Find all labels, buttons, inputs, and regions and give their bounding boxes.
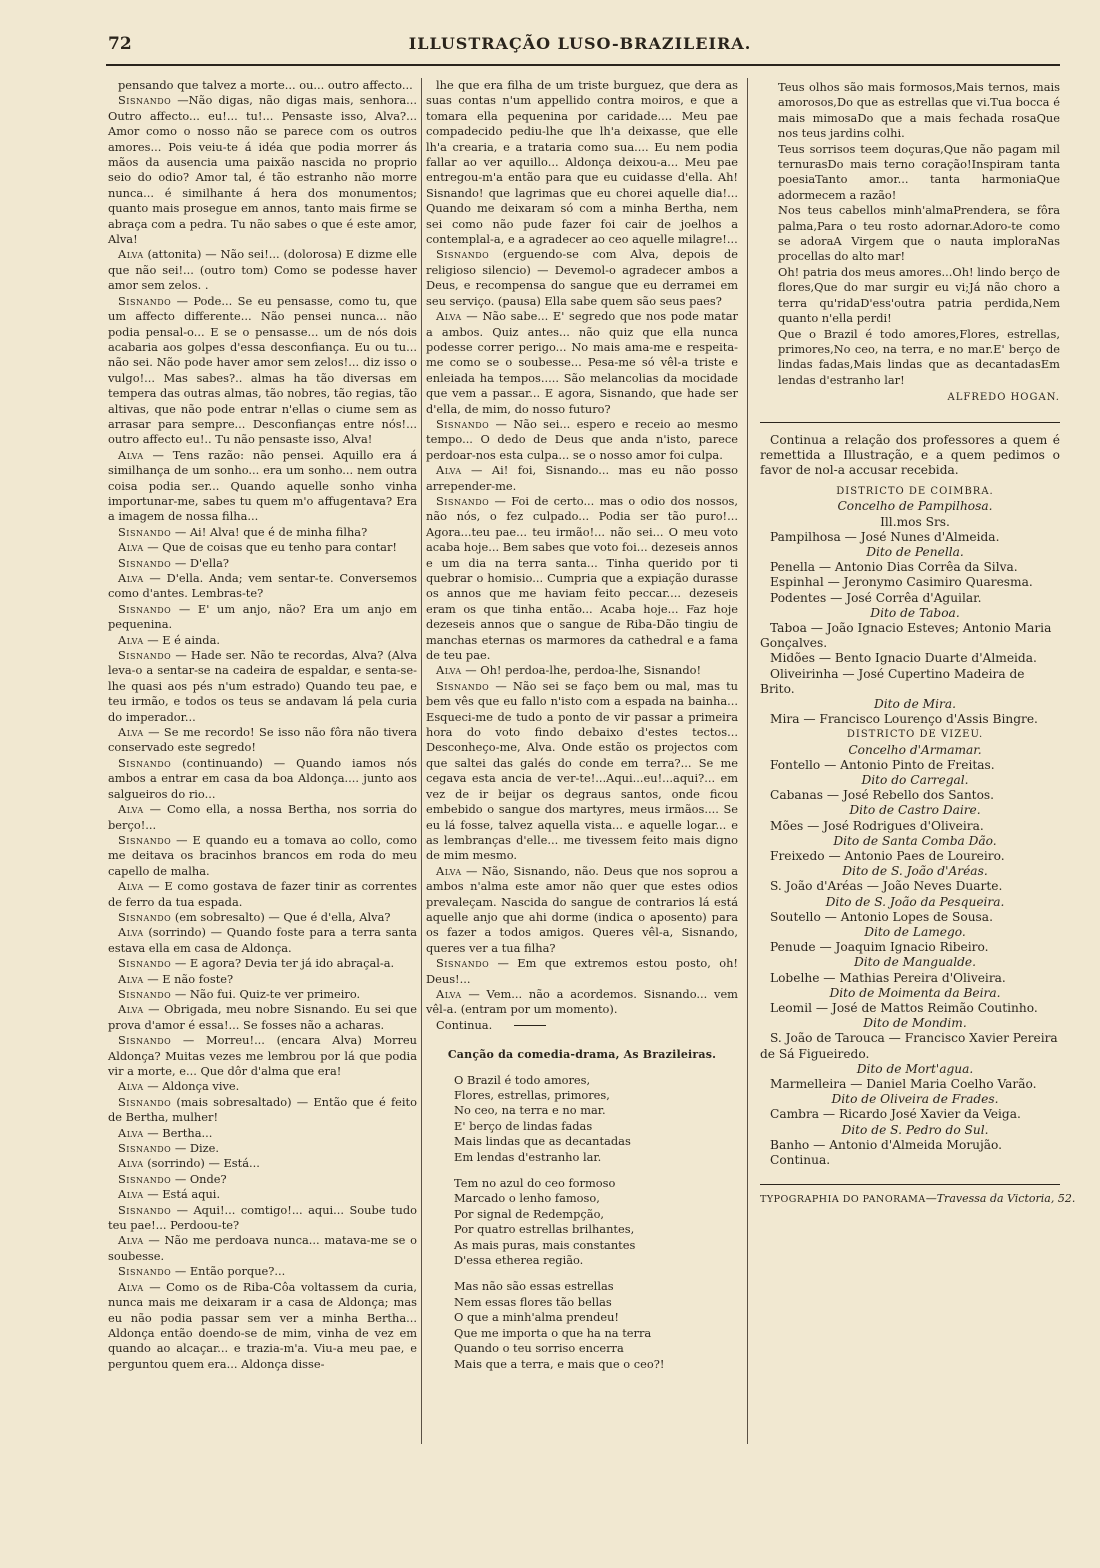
- verse-line: D'essa etherea região.: [454, 1253, 584, 1268]
- dialogue-paragraph: Sisnando — Onde?: [118, 1171, 227, 1186]
- list-concelho: Concelho d'Armamar.: [848, 742, 982, 757]
- stanza: [778, 203, 1060, 265]
- dialogue-paragraph: Alva — Ai! foi, Sisnando... mas eu não posso arrepender-me.: [426, 463, 738, 493]
- verse-line: Quando o teu sorriso encerra: [454, 1341, 624, 1356]
- verse-line: Que o Brazil é todo amores,: [778, 326, 960, 341]
- verse-line: Tanto amor... tanta harmonia: [815, 172, 1037, 187]
- poem-signature: ALFREDO HOGAN.: [947, 392, 1060, 404]
- song-title: Canção da comedia-drama, As Brazileiras.: [447, 1048, 717, 1062]
- list-entry: Taboa — João Ignacio Esteves; Antonio Maria Gonçalves.: [760, 620, 1052, 651]
- speaker-name: Sisnando: [118, 524, 172, 539]
- list-entry: Continua.: [770, 1153, 831, 1168]
- speaker-name: Sisnando: [436, 956, 490, 971]
- verse-line: Por quatro estrellas brilhantes,: [454, 1222, 635, 1237]
- dialogue-paragraph: Sisnando — Morreu!... (encara Alva) Morreu Aldonça? Muitas vezes me lembrou por lá que podia vir a morte, e... Que dôr d'alma que era!: [108, 1033, 417, 1078]
- verse-line: Do mais terno coração!: [827, 157, 972, 172]
- speaker-name: Alva: [118, 725, 144, 740]
- stanza: [454, 1279, 738, 1371]
- verse-line: Oh! patria dos meus amores...: [778, 264, 953, 279]
- verse-line: D'ess'outra patria perdida,: [860, 295, 1033, 310]
- dialogue-paragraph: Alva — Obrigada, meu nobre Sisnando. Eu sei que prova d'amor é essa!... Se fosses não a acharas.: [108, 1002, 417, 1032]
- dialogue-paragraph: Alva — Não sabe... E' segredo que nos pode matar a ambos. Quiz antes... não quiz que ella nunca podesse correr perigo... No mais ama-me e respeita-me como se o soubesse... Pesa-me só vêl-a triste e enleiada ha tempos..... São melancolias da mocidade que vem a passar... E agora, Sisnando, que hade ser d'ella, de mim, do nosso futuro?: [426, 309, 738, 416]
- speaker-name: Alva: [436, 309, 462, 324]
- left-column: [108, 78, 417, 1372]
- dialogue-paragraph: Sisnando — Dize.: [118, 1141, 219, 1156]
- list-entry: Penella — Antonio Dias Corrêa da Silva.: [770, 560, 1018, 575]
- dialogue-paragraph: Sisnando — E agora? Devia ter já ido abraçal-a.: [118, 956, 395, 971]
- dialogue-paragraph: Sisnando — Ai! Alva! que é de minha filha?: [118, 524, 368, 539]
- dialogue-paragraph: Sisnando —Não digas, não digas mais, senhora... Outro affecto... eu!... tu!... Pensaste isso, Alva?... Amor como o nosso não se parece com os outros amores... Pois veiu-te á idéa que podia morrer ás mãos da ausencia uma paixão nascida no proprio seio do odio? Amor tal, é tão estranho não morre nunca... é similhante á hera dos monumentos; quanto mais prosegue em annos, tanto mais firme se abraça com a pedra. Tu não sabes o que é este amor, Alva!: [108, 93, 417, 247]
- speaker-name: Sisnando: [118, 648, 172, 663]
- list-dito: Dito de Mondim.: [863, 1016, 967, 1031]
- speaker-name: Alva: [118, 1187, 144, 1202]
- verse-line: Que do mar surgir eu vi;: [814, 280, 970, 295]
- dialogue-paragraph: Sisnando — Não sei... espero e receio ao mesmo tempo... O dedo de Deus que anda n'isto, parece perdoar-nos esta culpa... se o nosso amor foi culpa.: [426, 416, 738, 462]
- dialogue-paragraph: Sisnando (continuando) — Quando iamos nós ambos a entrar em casa da boa Aldonça.... junto aos salgueiros do rio...: [108, 755, 417, 801]
- dialogue-paragraph: Alva — Vem... não a acordemos. Sisnando... vem vêl-a. (entram por um momento).: [426, 986, 738, 1017]
- dialogue-paragraph: Sisnando — Então porque?...: [118, 1264, 286, 1279]
- list-dito: Dito de Taboa.: [870, 605, 960, 620]
- verse-line: Que não pagam mil ternuras: [778, 141, 1060, 172]
- verse-line: Mais ternos, mais amorosos,: [778, 80, 1060, 110]
- verse-line: Mais lindas que as decantadas: [853, 357, 1041, 372]
- speaker-name: Sisnando: [118, 956, 172, 971]
- verse-line: Teus sorrisos teem doçuras,: [778, 141, 944, 156]
- verse-line: Que me importa o que ha na terra: [454, 1325, 652, 1340]
- speaker-name: Sisnando: [118, 755, 172, 770]
- speaker-name: Sisnando: [118, 601, 172, 616]
- verse-line: Flores, estrellas, primores,: [778, 326, 1061, 356]
- dialogue-paragraph: Alva — E como gostava de fazer tinir as correntes de ferro da tua espada.: [108, 879, 417, 909]
- list-entry: Freixedo — Antonio Paes de Loureiro.: [770, 849, 1005, 864]
- list-dito: Dito do Carregal.: [861, 773, 969, 787]
- dialogue-paragraph: Sisnando — Foi de certo... mas o odio dos nossos, não nós, o fez culpado... Podia ser tão puro!... Agora...teu pae... teu irmão!... não sei... O meu voto acaba hoje... Bem sabes que voto foi... dezeseis annos e um dia na terra santa... Tinha querido por ti quebrar o homisio... Cumpria que a expiação durasse os annos que me haviam feito peccar.... dezeseis eram os que tinha então... Acaba hoje... Faz hoje dezeseis annos que o sangue de Riba-Dão tingiu de manchas eternas os marmores da cathedral e a fama de teu pae.: [426, 493, 738, 663]
- column-divider: [747, 78, 748, 1444]
- dialogue-paragraph: Alva — Está aqui.: [118, 1187, 221, 1202]
- speaker-name: Alva: [118, 1233, 144, 1248]
- dialogue-paragraph: Alva — Tens razão: não pensei. Aquillo era á similhança de um sonho... era um sonho... nem outra coisa podia ser... Quando aquelle sonho vinha importunar-me, sabes tu quem m'o affugentava? Era a imagem de nossa filha...: [108, 447, 417, 524]
- dialogue-paragraph: Sisnando — Não fui. Quiz-te ver primeiro.: [118, 986, 361, 1001]
- speaker-name: Alva: [118, 971, 144, 986]
- verse-line: No ceo, na terra, e no mar.: [833, 341, 994, 356]
- verse-line: E' berço de lindas fadas,: [778, 341, 1060, 372]
- speaker-name: Sisnando: [118, 555, 172, 570]
- speaker-name: Alva: [118, 802, 144, 817]
- speaker-name: Sisnando: [118, 1033, 172, 1048]
- list-entry: Lobelhe — Mathias Pereira d'Oliveira.: [770, 970, 1006, 985]
- verse-line: No ceo, na terra e no mar.: [454, 1103, 606, 1118]
- verse-line: Que nos teus jardins colhi.: [778, 110, 1060, 141]
- printer-name: TYPOGRAPHIA DO PANORAMA: [760, 1194, 926, 1206]
- list-concelho: Concelho de Pampilhosa.: [837, 499, 993, 514]
- dialogue-paragraph: Alva — D'ella. Anda; vem sentar-te. Conversemos como d'antes. Lembras-te?: [108, 571, 417, 601]
- dialogue-continuation: [426, 78, 738, 1018]
- verse-line: O que a minh'alma prendeu!: [454, 1310, 620, 1325]
- dialogue-paragraph: Alva — Como os de Riba-Côa voltassem da curia, nunca mais me deixaram ir a casa de Aldonça; mas eu não podia passar sem ver a minha Bertha... Aldonça então doendo-se de mim, vinha de vez em quando ao alcaçar... e trazia-m'a. Viu-a meu pae, e perguntou quem era... Aldonça disse-: [108, 1279, 417, 1371]
- verse-line: Nem quanto n'ella perdi!: [778, 295, 1060, 326]
- dialogue-paragraph: Sisnando — D'ella?: [118, 555, 230, 570]
- dialogue-paragraph: Sisnando — Não sei se faço bem ou mal, mas tu bem vês que eu fallo n'isto com a espada na bainha... Esqueci-me de tudo a ponto de vir passar a primeira hora do voto findo debaixo d'estes tectos... Desconheço-me, Alva. Onde estão os projectos com que saltei das galés do conde em terra?... Se me cegava esta ancia de ver-te!...Aqui...eu!...aqui?... em vez de ir beijar os degraus santos, onde ficou embebido o sangue dos martyres, meus irmãos.... Se eu lá fosse, talvez aquella vista... e aquelle logar... e as lembranças d'elle... me tivessem feito mais digno de mim mesmo.: [426, 678, 738, 863]
- speaker-name: Alva: [118, 1079, 144, 1094]
- list-entry: Podentes — José Corrêa d'Aguilar.: [770, 590, 982, 605]
- dialogue-paragraph: Sisnando — E' um anjo, não? Era um anjo em pequenina.: [108, 601, 417, 632]
- list-dito: Dito de Santa Comba Dão.: [833, 833, 997, 848]
- verse-line: Oh! lindo berço de flores,: [778, 264, 1060, 295]
- dialogue-paragraph: Sisnando (erguendo-se com Alva, depois de religioso silencio) — Devemol-o agradecer ambos a Deus, e recompensa do sangue que eu derramei em seu serviço. (pausa) Ella sabe quem são seus paes?: [426, 247, 738, 308]
- list-entry: S. João de Tarouca — Francisco Xavier Pereira de Sá Figueiredo.: [760, 1031, 1058, 1061]
- list-entry: Marmelleira — Daniel Maria Coelho Varão.: [770, 1077, 1037, 1092]
- list-dito: Dito de Oliveira de Frades.: [831, 1092, 999, 1107]
- list-entry: S. João d'Aréas — João Neves Duarte.: [770, 879, 1003, 894]
- list-entry: Soutello — Antonio Lopes de Sousa.: [770, 909, 993, 924]
- speaker-name: Alva: [118, 1125, 144, 1140]
- list-entry: Cabanas — José Rebello dos Santos.: [770, 788, 995, 803]
- list-entry: Banho — Antonio d'Almeida Morujão.: [770, 1137, 1003, 1152]
- speaker-name: Sisnando: [118, 93, 172, 108]
- dialogue-paragraph: Alva — Que de coisas que eu tenho para contar!: [118, 540, 397, 555]
- list-entry: Espinhal — Jeronymo Casimiro Quaresma.: [770, 575, 1033, 590]
- verse-line: Nas procellas do alto mar!: [778, 234, 1060, 264]
- speaker-name: Alva: [118, 1002, 144, 1017]
- poem-verse: [778, 80, 1060, 388]
- printer-address: —Travessa da Victoria, 52.: [925, 1192, 1076, 1206]
- verse-line: O Brazil é todo amores,: [454, 1072, 591, 1087]
- speaker-name: Sisnando: [436, 678, 490, 693]
- speaker-name: Alva: [118, 247, 144, 262]
- dialogue-paragraph: Alva — Se me recordo! Se isso não fôra não tivera conservado este segredo!: [108, 725, 417, 755]
- dialogue-paragraph: Alva (sorrindo) — Quando foste para a terra santa estava ella em casa de Aldonça.: [108, 925, 417, 955]
- dialogue-paragraph: Sisnando — Em que extremos estou posto, oh! Deus!...: [426, 956, 738, 986]
- list-district: DISTRICTO DE COIMBRA.: [836, 486, 994, 498]
- speaker-name: Alva: [436, 463, 462, 478]
- verse-line: Marcado o lenho famoso,: [454, 1191, 600, 1206]
- verse-line: A Virgem que o nauta implora: [833, 234, 1038, 249]
- list-dito: Dito de S. Pedro do Sul.: [841, 1122, 989, 1137]
- teachers-list: [760, 433, 1060, 1169]
- footer-rule: [760, 1184, 1060, 1185]
- verse-line: Mais lindas que as decantadas: [454, 1134, 631, 1149]
- dialogue-paragraph: Alva — Bertha...: [118, 1125, 213, 1140]
- verse-line: Adoro-te como se adora: [778, 218, 1060, 249]
- list-dito: Dito de Castro Daire.: [849, 803, 981, 818]
- list-dito: Dito de S. João d'Aréas.: [842, 864, 988, 879]
- verse-line: Que adormecem a razão!: [778, 172, 1060, 202]
- speaker-name: Sisnando: [118, 1171, 172, 1186]
- verse-line: Tua bocca é mais mimosa: [778, 95, 1060, 125]
- stanza: [778, 142, 1060, 204]
- verse-line: As mais puras, mais constantes: [454, 1237, 636, 1252]
- verse-line: Do que a mais fechada rosa: [857, 110, 1037, 125]
- verse-line: Nos teus cabellos minh'alma: [778, 203, 954, 218]
- speaker-name: Sisnando: [118, 1264, 172, 1279]
- speaker-name: Sisnando: [118, 909, 172, 924]
- speaker-name: Alva: [436, 663, 462, 678]
- stanza: [778, 265, 1060, 327]
- list-dito: Dito de Mort'agua.: [856, 1061, 974, 1076]
- speaker-name: Sisnando: [118, 832, 172, 847]
- stanza: [454, 1073, 738, 1165]
- list-entry: Penude — Joaquim Ignacio Ribeiro.: [770, 940, 989, 955]
- speaker-name: Sisnando: [436, 493, 490, 508]
- dialogue-paragraph: Sisnando (em sobresalto) — Que é d'ella, Alva?: [118, 909, 391, 924]
- section-rule: [760, 422, 1060, 423]
- speaker-name: Alva: [118, 571, 144, 585]
- verse-line: Mais que a terra, e mais que o ceo?!: [454, 1356, 665, 1371]
- verse-line: Prendera, se fôra palma,: [778, 203, 1061, 233]
- list-entry: Pampilhosa — José Nunes d'Almeida.: [770, 529, 1000, 544]
- verse-line: Inspiram tanta poesia: [778, 157, 1060, 187]
- speaker-name: Sisnando: [118, 1141, 172, 1156]
- speaker-name: Alva: [118, 1279, 144, 1294]
- verse-line: Em lendas d'estranho lar!: [778, 357, 1060, 387]
- dialogue-paragraph: Alva — Não me perdoava nunca... matava-me se o soubesse.: [108, 1233, 417, 1263]
- column-divider: [421, 78, 422, 1444]
- list-dito: Dito de Moimenta da Beira.: [829, 985, 1001, 1000]
- dialogue-paragraph: Alva (sorrindo) — Está...: [118, 1156, 260, 1171]
- list-entry: Midões — Bento Ignacio Duarte d'Almeida.: [770, 651, 1037, 666]
- dialogue-paragraph: pensando que talvez a morte... ou... outro affecto...: [118, 78, 413, 92]
- verse-line: Em lendas d'estranho lar.: [454, 1149, 602, 1164]
- dialogue-paragraph: Alva — Como ella, a nossa Bertha, nos sorria do berço!...: [108, 802, 417, 832]
- speaker-name: Alva: [118, 447, 144, 462]
- speaker-name: Sisnando: [118, 1094, 172, 1109]
- song-verse: [454, 1073, 738, 1372]
- stanza: [778, 327, 1060, 389]
- speaker-name: Alva: [436, 986, 462, 1001]
- speaker-name: Alva: [118, 1156, 144, 1171]
- right-column: [760, 78, 1076, 1208]
- page-number: 72: [108, 34, 132, 54]
- list-entry: Leomil — José de Mattos Reimão Coutinho.: [770, 1001, 1038, 1016]
- dialogue-paragraph: Sisnando — Hade ser. Não te recordas, Alva? (Alva leva-o a sentar-se na cadeira de espaldar, e senta-se-lhe quasi aos pés n'um estrado) Quando teu pae, e teu irmão, e todos os teus se andavam lá pela curia do imperador...: [108, 648, 417, 724]
- verse-line: Por signal de Redempção,: [454, 1206, 605, 1221]
- header-rule: [106, 64, 1060, 66]
- list-dito: Dito de Penella.: [866, 544, 964, 559]
- stanza: [454, 1176, 738, 1268]
- speaker-name: Alva: [436, 863, 462, 878]
- dialogue-paragraph: Sisnando — Pode... Se eu pensasse, como tu, que um affecto differente... Não pensei nunca... não podia pensal-o... E se o pensasse... um de nós dois acabaria aos golpes d'essa desconfiança. Eu ou tu... não sei. Não pode haver amor sem zelos!... diz isso o vulgo!... Mas sabes?.. almas ha tão diversas em tempera das outras almas, tão nobres, tão regias, tão altivas, que não pode entrar n'ellas o ciume sem as arrasar para sempre... Desconfianças entre nós!... outro affecto eu!.. Tu não pensaste isso, Alva!: [108, 293, 417, 447]
- dialogue-paragraph: Alva — Aldonça vive.: [118, 1079, 240, 1094]
- imprint: [760, 1191, 1076, 1207]
- verse-line: Para o teu rosto adornar.: [816, 218, 973, 233]
- stanza: [778, 80, 1060, 142]
- list-dito: Dito de S. João da Pesqueira.: [825, 894, 1005, 909]
- dialogue-paragraph: Alva — E não foste?: [118, 971, 234, 986]
- dialogue-paragraph: Alva — E é ainda.: [118, 632, 221, 647]
- verse-line: Tem no azul do ceo formoso: [454, 1176, 616, 1191]
- speaker-name: Alva: [118, 540, 144, 555]
- dialogue-paragraph: Alva (attonita) — Não sei!... (dolorosa) E dizme elle que não sei!... (outro tom) Como se podesse haver amor sem zelos. .: [108, 247, 417, 293]
- dialogue-paragraph: Sisnando — Aqui!... comtigo!... aqui... Soube tudo teu pae!... Perdoou-te?: [108, 1202, 417, 1233]
- list-entry: Fontello — Antonio Pinto de Freitas.: [770, 757, 995, 772]
- running-title: ILLUSTRAÇÃO LUSO-BRAZILEIRA.: [408, 34, 752, 53]
- dialogue-paragraph: Sisnando — E quando eu a tomava ao collo, como me deitava os bracinhos brancos em roda do meu capello de malha.: [108, 832, 417, 878]
- list-intro: Continua a relação dos professores a quem é remettida a Illustração, e a quem pedimos o favor de nol-a accusar recebida.: [760, 432, 1060, 477]
- list-dito: Dito de Mira.: [873, 696, 956, 711]
- speaker-name: Sisnando: [436, 416, 490, 431]
- dialogue-paragraph: Alva — Oh! perdoa-lhe, perdoa-lhe, Sisnando!: [436, 663, 702, 678]
- continua-note: Continua.: [426, 1018, 738, 1033]
- speaker-name: Alva: [118, 925, 144, 940]
- verse-line: Do que as estrellas que vi.: [836, 95, 991, 110]
- list-district: DISTRICTO DE VIZEU.: [846, 729, 984, 741]
- speaker-name: Sisnando: [118, 986, 172, 1001]
- verse-line: Nem essas flores tão bellas: [454, 1294, 612, 1309]
- dialogue-paragraph: Alva — Não, Sisnando, não. Deus que nos soprou a ambos n'alma este amor não quer que estes odios prevaleçam. Nascida do sangue de contrarios lá está aquelle anjo que ahi dorme (indica o aposento) para os fazer a todos amigos. Queres vêl-a, Sisnando, queres ver a tua filha?: [426, 863, 738, 955]
- list-entry: Mira — Francisco Lourenço d'Assis Bingre.: [770, 712, 1038, 727]
- middle-column: [426, 78, 738, 1383]
- verse-line: Flores, estrellas, primores,: [454, 1088, 610, 1102]
- verse-line: Teus olhos são mais formosos,: [778, 80, 956, 94]
- dialogue-paragraph: Sisnando (mais sobresaltado) — Então que é feito de Bertha, mulher!: [108, 1094, 417, 1125]
- list-entry: Mões — José Rodrigues d'Oliveira.: [770, 818, 984, 833]
- list-dito: Dito de Mangualde.: [854, 955, 976, 970]
- speaker-name: Sisnando: [118, 1202, 172, 1217]
- list-items: [760, 484, 1060, 1168]
- verse-line: Já não choro a terra qu'rida: [778, 280, 1060, 310]
- list-entry: Oliveirinha — José Cupertino Madeira de Brito.: [760, 666, 1025, 696]
- speaker-name: Sisnando: [118, 293, 172, 308]
- speaker-name: Alva: [118, 632, 144, 647]
- list-srs: Ill.mos Srs.: [880, 514, 950, 529]
- verse-line: E' berço de lindas fadas: [454, 1118, 593, 1133]
- list-entry: Cambra — Ricardo José Xavier da Veiga.: [770, 1107, 1021, 1122]
- list-dito: Dito de Lamego.: [864, 925, 966, 940]
- speaker-name: Alva: [118, 879, 144, 894]
- speaker-name: Sisnando: [436, 247, 490, 262]
- verse-line: Mas não são essas estrellas: [454, 1279, 614, 1294]
- dialogue-paragraph: lhe que era filha de um triste burguez, que dera as suas contas n'um appellido contra moiros, e que a tomara ella pequenina por caridade.... Meu pae compadecido pediu-lhe que lh'a deixasse, que elle lh'a crearia, e a trataria como sua.... Eu nem podia fallar ao ver aquillo... Aldonça deixou-a... Meu pae entregou-m'a então para que eu cuidasse d'ella. Ah! Sisnando! que lagrimas que eu chorei aquelle dia!... Quando me deixaram só com a minha Bertha, nem sei como não pude fazer foi cair de joelhos a contemplal-a, e a agradecer ao ceo aquelle milagre!...: [426, 78, 738, 247]
